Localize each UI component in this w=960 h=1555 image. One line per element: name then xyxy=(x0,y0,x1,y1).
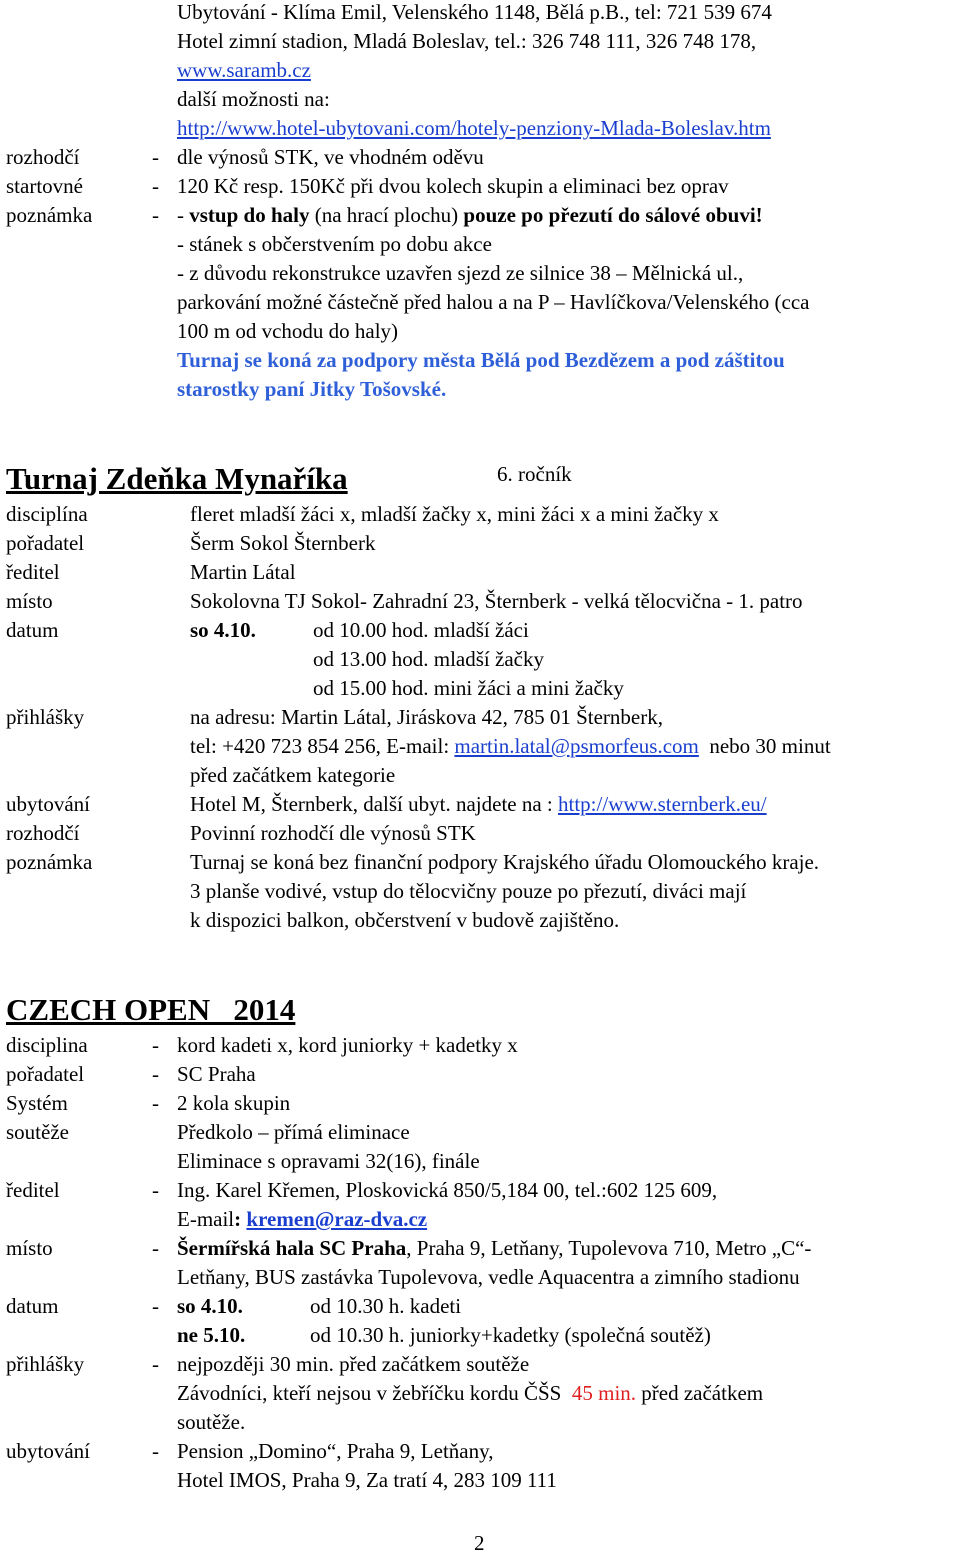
co-reditel-1: Ing. Karel Křemen, Ploskovická 850/5,184 00, tel.:602 125 609, xyxy=(177,1178,718,1202)
label-rozhodci: rozhodčí xyxy=(6,821,80,845)
venue-address: , Praha 9, Letňany, Tupolevova 710, Metro „C“- xyxy=(406,1236,812,1260)
poznamka-line-4: parkování možné částečně před halou a na P – Havlíčkova/Velenského (cca xyxy=(177,290,810,314)
co-poradatel: SC Praha xyxy=(177,1062,256,1086)
label-souteze: soutěže xyxy=(6,1120,69,1144)
dash: - xyxy=(152,203,159,227)
co-misto-1 xyxy=(177,1236,811,1260)
label-prihlasky: přihlášky xyxy=(6,705,85,729)
entry-notice-mid: (na hrací plochu) xyxy=(309,203,464,227)
co-datum-day-2: ne 5.10. xyxy=(177,1323,246,1347)
dash: - xyxy=(152,145,159,169)
dash: - xyxy=(152,1294,159,1318)
mynarik-reditel: Martin Látal xyxy=(190,560,296,584)
co-prihlasky-3: soutěže. xyxy=(177,1410,246,1434)
dash: - xyxy=(152,1178,159,1202)
label-misto: místo xyxy=(6,589,53,613)
entry-notice-bold: vstup do haly xyxy=(189,203,310,227)
sponsorship-line-2: starostky paní Jitky Tošovské. xyxy=(177,377,447,401)
accommodation-line-1: Ubytování - Klíma Emil, Velenského 1148, Bělá p.B., tel: 721 539 674 xyxy=(177,0,772,24)
mynarik-prihlasky-2 xyxy=(190,734,831,758)
label-disciplina: disciplína xyxy=(6,502,88,526)
dash: - xyxy=(152,1091,159,1115)
unranked-text: Závodníci, kteří nejsou v žebříčku kordu ČŠS xyxy=(177,1381,572,1405)
dash: - xyxy=(152,174,159,198)
more-options-text: další možnosti na: xyxy=(177,87,330,111)
mynarik-poznamka-3: k dispozici balkon, občerstvení v budově zajištěno. xyxy=(190,908,620,932)
co-prihlasky-1: nejpozději 30 min. před začátkem soutěže xyxy=(177,1352,530,1376)
sponsorship-line-1: Turnaj se koná za podpory města Bělá pod Bezdězem a pod záštitou xyxy=(177,348,785,372)
email-label: E-mail xyxy=(177,1207,235,1231)
before-start-text: před začátkem xyxy=(636,1381,764,1405)
mynarik-prihlasky-3: před začátkem kategorie xyxy=(190,763,396,787)
email-link[interactable]: martin.latal@psmorfeus.com xyxy=(454,734,699,758)
bullet-dash: - xyxy=(177,203,190,227)
kremen-email-link[interactable]: kremen@raz-dva.cz xyxy=(246,1207,428,1231)
mynarik-datum-1: od 10.00 hod. mladší žáci xyxy=(313,618,529,642)
accommodation-line-2: Hotel zimní stadion, Mladá Boleslav, tel.: 326 748 111, 326 748 178, xyxy=(177,29,757,53)
page-number: 2 xyxy=(474,1531,485,1555)
phone-email-text: tel: +420 723 854 256, E-mail: xyxy=(190,734,455,758)
mynarik-datum-2: od 13.00 hod. mladší žačky xyxy=(313,647,544,671)
co-ubytovani-2: Hotel IMOS, Praha 9, Za tratí 4, 283 109 111 xyxy=(177,1468,557,1492)
hotel-ubytovani-link[interactable]: http://www.hotel-ubytovani.com/hotely-penziony-Mlada-Boleslav.htm xyxy=(177,116,771,140)
label-ubytovani: ubytování xyxy=(6,1439,90,1463)
email-colon: : xyxy=(234,1207,247,1231)
mynarik-disciplina: fleret mladší žáci x, mladší žačky x, mini žáci x a mini žačky x xyxy=(190,502,719,526)
poznamka-line-5: 100 m od vchodu do haly) xyxy=(177,319,399,343)
label-rozhodci: rozhodčí xyxy=(6,145,80,169)
startovne-text: 120 Kč resp. 150Kč při dvou kolech skupin a eliminaci bez oprav xyxy=(177,174,729,198)
co-disciplina: kord kadeti x, kord juniorky + kadetky x xyxy=(177,1033,518,1057)
poznamka-line-2: - stánek s občerstvením po dobu akce xyxy=(177,232,492,256)
mynarik-prihlasky-1: na adresu: Martin Látal, Jiráskova 42, 785 01 Šternberk, xyxy=(190,705,663,729)
mynarik-rozhodci: Povinní rozhodčí dle výnosů STK xyxy=(190,821,476,845)
poznamka-line-3: - z důvodu rekonstrukce uzavřen sjezd ze silnice 38 – Mělnická ul., xyxy=(177,261,744,285)
label-datum: datum xyxy=(6,618,59,642)
label-poznamka: poznámka xyxy=(6,203,93,227)
mynarik-edition: 6. ročník xyxy=(497,462,572,486)
co-souteze-2: Eliminace s opravami 32(16), finále xyxy=(177,1149,480,1173)
mynarik-datum-3: od 15.00 hod. mini žáci a mini žačky xyxy=(313,676,624,700)
rozhodci-text: dle výnosů STK, ve vhodném oděvu xyxy=(177,145,484,169)
co-system: 2 kola skupin xyxy=(177,1091,291,1115)
mynarik-misto: Sokolovna TJ Sokol- Zahradní 23, Šternberk - velká tělocvična - 1. patro xyxy=(190,589,803,613)
label-reditel: ředitel xyxy=(6,1178,60,1202)
mynarik-poradatel: Šerm Sokol Šternberk xyxy=(190,531,376,555)
label-misto: místo xyxy=(6,1236,53,1260)
dash: - xyxy=(152,1439,159,1463)
ubytovani-text: Hotel M, Šternberk, další ubyt. najdete na : xyxy=(190,792,559,816)
mynarik-title: Turnaj Zdeňka Mynaříka xyxy=(6,461,348,496)
co-reditel-2 xyxy=(177,1207,427,1231)
time-highlight: 45 min. xyxy=(571,1381,637,1405)
label-poradatel: pořadatel xyxy=(6,1062,85,1086)
deadline-text: nebo 30 minut xyxy=(698,734,831,758)
saramb-link[interactable]: www.saramb.cz xyxy=(177,58,311,82)
mynarik-ubytovani xyxy=(190,792,767,816)
co-souteze-1: Předkolo – přímá eliminace xyxy=(177,1120,410,1144)
co-prihlasky-2 xyxy=(177,1381,763,1405)
label-prihlasky: přihlášky xyxy=(6,1352,85,1376)
co-datum-1: od 10.30 h. kadeti xyxy=(310,1294,462,1318)
label-poznamka: poznámka xyxy=(6,850,93,874)
venue-name: Šermířská hala SC Praha xyxy=(177,1236,407,1260)
dash: - xyxy=(152,1236,159,1260)
label-datum: datum xyxy=(6,1294,59,1318)
shoe-notice-bold: pouze po přezutí do sálové obuvi! xyxy=(463,203,763,227)
co-datum-day-1: so 4.10. xyxy=(177,1294,243,1318)
co-ubytovani-1: Pension „Domino“, Praha 9, Letňany, xyxy=(177,1439,494,1463)
label-reditel: ředitel xyxy=(6,560,60,584)
label-disciplina: disciplina xyxy=(6,1033,88,1057)
dash: - xyxy=(152,1062,159,1086)
sternberk-link[interactable]: http://www.sternberk.eu/ xyxy=(558,792,767,816)
dash: - xyxy=(152,1352,159,1376)
label-system: Systém xyxy=(6,1091,68,1115)
dash: - xyxy=(152,1033,159,1057)
label-poradatel: pořadatel xyxy=(6,531,85,555)
czech-open-title: CZECH OPEN 2014 xyxy=(6,992,296,1027)
co-misto-2: Letňany, BUS zastávka Tupolevova, vedle Aquacentra a zimního stadionu xyxy=(177,1265,800,1289)
label-ubytovani: ubytování xyxy=(6,792,90,816)
mynarik-poznamka-2: 3 planše vodivé, vstup do tělocvičny pouze po přezutí, diváci mají xyxy=(190,879,747,903)
label-startovne: startovné xyxy=(6,174,83,198)
mynarik-datum-day: so 4.10. xyxy=(190,618,256,642)
poznamka-line-1 xyxy=(177,203,763,227)
co-datum-2: od 10.30 h. juniorky+kadetky (společná soutěž) xyxy=(310,1323,711,1347)
mynarik-poznamka-1: Turnaj se koná bez finanční podpory Krajského úřadu Olomouckého kraje. xyxy=(190,850,820,874)
